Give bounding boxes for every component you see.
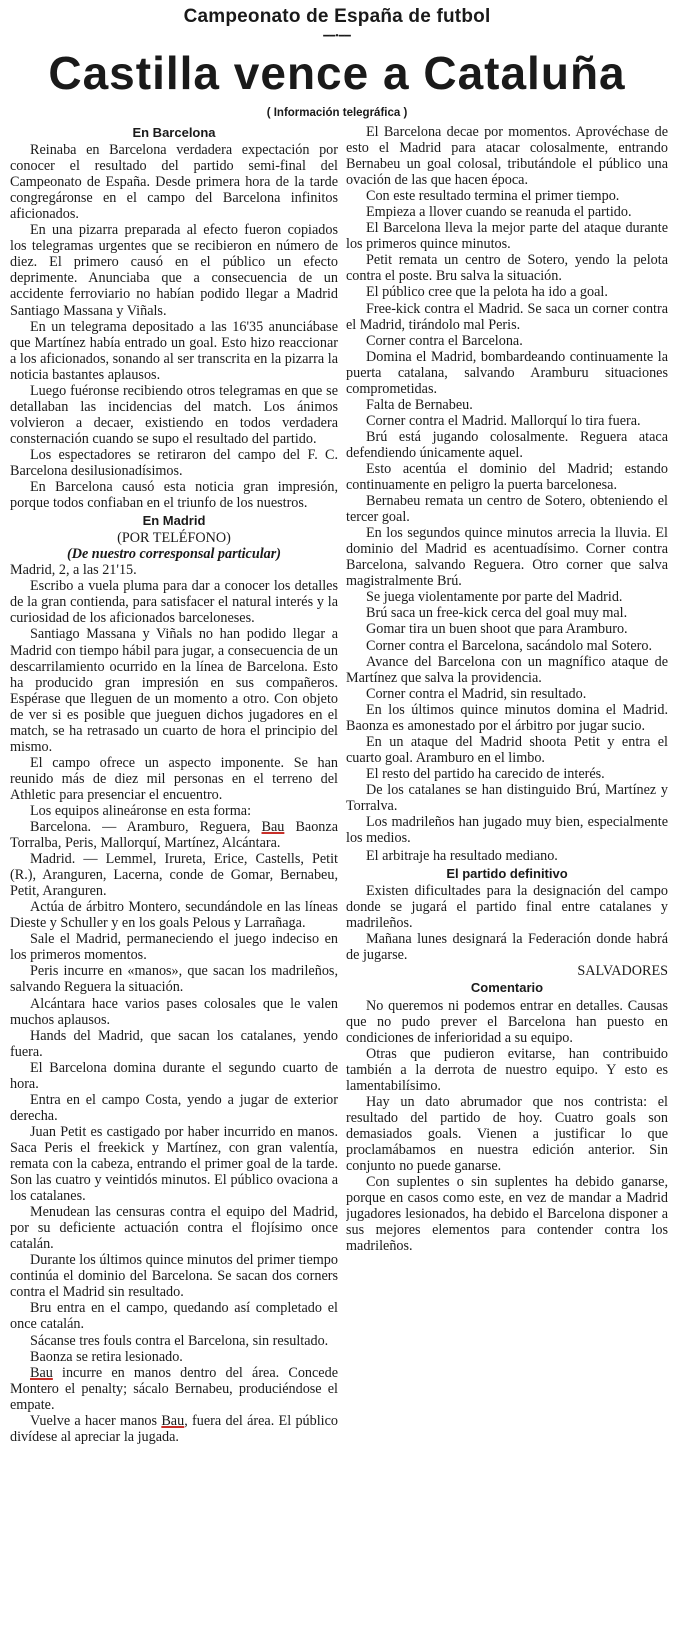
paragraph: Escribo a vuela pluma para dar a conocer los detalles de la gran contienda, para satisfacer el natural interés y la curiosidad de los aficionados barceloneses.: [10, 578, 338, 627]
paragraph: Con este resultado termina el primer tiempo.: [366, 188, 620, 205]
paragraph: Luego fuéronse recibiendo otros telegramas en que se detallaban las incidencias del match. Los ánimos volvieron a decaer, existiendo en todos verdadera consternación cuando se supo el resultado del partido.: [10, 382, 338, 447]
paragraph: El público cree que la pelota ha ido a goal.: [366, 284, 608, 301]
paragraph: No queremos ni podemos entrar en detalles. Causas que no pudo prever el Barcelona han puesto en condiciones de inferioridad a su equipo.: [346, 997, 668, 1046]
paragraph: El Barcelona domina durante el segundo cuarto de hora.: [10, 1059, 338, 1092]
paragraph: Domina el Madrid, bombardeando continuamente la puerta catalana, salvando Aramburu situaciones comprometidas.: [346, 348, 668, 397]
paragraph: Alcántara hace varios pases colosales que le valen muchos aplausos.: [10, 995, 338, 1028]
paragraph: Con suplentes o sin suplentes ha debido ganarse, porque en casos como este, en vez de mandar a Madrid jugadores lesionados, ha debido el Barcelona disponer a sus mejores elementos para contender contra los madrileños.: [346, 1174, 668, 1255]
paragraph: Los equipos alineáronse en esta forma:: [30, 802, 252, 819]
paragraph: Los espectadores se retiraron del campo del F. C. Barcelona desilusionadísimos.: [10, 446, 338, 479]
paragraph: Avance del Barcelona con un magnífico ataque de Martínez que salva la providencia.: [346, 653, 668, 686]
paragraph: Actúa de árbitro Montero, secundándole en las líneas Dieste y Schuller y en los goals Pelous y Larrañaga.: [10, 899, 338, 932]
paragraph: Reinaba en Barcelona verdadera expectación por conocer el resultado del partido semi-final del Campeonato de España. Desde primera hora de la tarde congregáronse en el campo del Barcelona infinitos aficionados.: [10, 142, 338, 223]
paragraph: Petit remata un centro de Sotero, yendo la pelota contra el poste. Bru salva la situación.: [346, 252, 668, 285]
paragraph: En los segundos quince minutos arrecia la lluvia. El dominio del Madrid es acentuadísimo. Corner contra Barcelona, salvando Reguera. Otro corner que salva magistralmente Brú.: [346, 525, 668, 590]
paragraph: Entra en el campo Costa, yendo a jugar de exterior derecha.: [10, 1091, 338, 1124]
headline: Castilla vence a Cataluña: [48, 47, 626, 99]
paragraph: Corner contra el Barcelona, sacándolo mal Sotero.: [366, 637, 653, 654]
paragraph: En un ataque del Madrid shoota Petit y entra el cuarto goal. Aramburo en el limbo.: [346, 733, 668, 766]
ornament-divider: ━━•━━: [323, 31, 351, 42]
paragraph: Durante los últimos quince minutos del primer tiempo continúa el dominio del Barcelona. Se sacan dos corners contra el Madrid sin resultado.: [10, 1252, 338, 1301]
paragraph: Hands del Madrid, que sacan los catalanes, yendo fuera.: [10, 1027, 338, 1060]
section-heading-definitivo: El partido definitivo: [446, 866, 568, 882]
paragraph: Corner contra el Madrid. Mallorquí lo tira fuera.: [366, 412, 641, 429]
paragraph: Sácanse tres fouls contra el Barcelona, sin resultado.: [30, 1332, 329, 1349]
subheadline: ( Información telegráfica ): [266, 107, 408, 119]
section-heading-madrid: En Madrid: [142, 513, 206, 529]
paragraph: Gomar tira un buen shoot que para Aramburo.: [366, 621, 628, 638]
paragraph: De los catalanes se han distinguido Brú, Martínez y Torralva.: [346, 781, 668, 814]
section-heading-comentario: Comentario: [470, 980, 544, 996]
player-name-highlight: Bau: [161, 1412, 185, 1429]
paragraph: [10, 1413, 338, 1445]
dateline: Madrid, 2, a las 21'15.: [10, 562, 137, 579]
paragraph: Juan Petit es castigado por haber incurrido en manos. Saca Peris el freekick y Martínez, con gran valentía, remata con la cabeza, entrando el primer goal de la tarde. Son las cuatro y veintidós minutos. El público ovaciona a los catalanes.: [10, 1123, 338, 1205]
correspondent-note: (De nuestro corresponsal particular): [66, 546, 281, 563]
paragraph: Falta de Bernabeu.: [366, 396, 473, 413]
paragraph-text: , fuera del área. El público divídese al apreciar la jugada.: [10, 1412, 338, 1445]
paragraph: Brú está jugando colosalmente. Reguera ataca defendiendo únicamente aquel.: [346, 428, 668, 461]
section-kicker: Campeonato de España de futbol: [183, 6, 491, 27]
left-column: [10, 124, 338, 1644]
paragraph: [10, 1365, 338, 1413]
paragraph: Brú saca un free-kick cerca del goal muy mal.: [366, 605, 628, 622]
section-heading-barcelona: En Barcelona: [132, 125, 216, 140]
paragraph: Menudean las censuras contra el equipo del Madrid, por su deficiente actuación contra el flojísimo once catalán.: [10, 1204, 338, 1253]
lineup-madrid: Madrid. — Lemmel, Irureta, Erice, Castells, Petit (R.), Aranguren, Lacerna, conde de Gomar, Bernabeu, Petit, Aranguren.: [10, 851, 338, 900]
paragraph: Corner contra el Madrid, sin resultado.: [366, 685, 587, 702]
paragraph: El Barcelona decae por momentos. Aprovéchase de esto el Madrid para atacar colosalmente, entrando Bernabeu un goal colosal, tributándole el público una ovación de las que hacen época.: [346, 124, 668, 189]
paragraph: El Barcelona lleva la mejor parte del ataque durante los primeros quince minutos.: [346, 220, 668, 253]
paragraph: Peris incurre en «manos», que sacan los madrileños, salvando Reguera la situación.: [10, 963, 338, 996]
paragraph-text: incurre en manos dentro del área. Concede Montero el penalty; sácalo Bernabeu, produciéndose el empate.: [10, 1364, 338, 1413]
paragraph: Corner contra el Barcelona.: [366, 332, 523, 349]
paragraph: Se juega violentamente por parte del Madrid.: [366, 589, 623, 606]
paragraph: Bernabeu remata un centro de Sotero, obteniendo el tercer goal.: [346, 493, 668, 526]
paragraph: El campo ofrece un aspecto imponente. Se han reunido más de diez mil personas en el terreno del Athletic para presenciar el encuentro.: [10, 754, 338, 803]
paragraph: Santiago Massana y Viñals no han podido llegar a Madrid con tiempo hábil para jugar, a consecuencia de un descarrilamiento ocurrido en la línea de Barcelona. Esto ha producido gran impresión en sus compañeros. Espérase que lleguen de un momento a otro. Con objeto de ver si es posible que jueguen dichos jugadores en el match, se ha retrasado un cuarto de hora el principio del mismo.: [10, 626, 338, 755]
paragraph: Baonza se retira lesionado.: [30, 1348, 183, 1365]
paragraph: En los últimos quince minutos domina el Madrid. Baonza es amonestado por el árbitro por jugar sucio.: [346, 701, 668, 734]
paragraph: Mañana lunes designará la Federación donde habrá de jugarse.: [346, 931, 668, 964]
paragraph: El arbitraje ha resultado mediano.: [366, 848, 558, 865]
paragraph: En Barcelona causó esta noticia gran impresión, porque todos confiaban en el triunfo de los nuestros.: [10, 479, 338, 512]
player-name-highlight: Bau: [30, 1364, 53, 1381]
paragraph: Existen dificultades para la designación del campo donde se jugará el partido final entre catalanes y madrileños.: [346, 883, 668, 932]
paragraph: Empieza a llover cuando se reanuda el partido.: [366, 204, 632, 221]
paragraph: En una pizarra preparada al efecto fueron copiados los telegramas urgentes que se recibieron en número de diez. El primero causó en el público un efecto deprimente. Anunciaba que a consecuencia de un accidente ferroviario no habían podido llegar a Madrid Santiago Massana y Viñals.: [10, 222, 338, 319]
lineup-text: Baonza Torralba, Peris, Mallorquí, Martínez, Alcántara.: [10, 819, 338, 852]
paragraph: Sale el Madrid, permaneciendo el juego indeciso en los primeros momentos.: [10, 931, 338, 964]
author-signature: SALVADORES: [577, 963, 668, 980]
paragraph: En un telegrama depositado a las 16'35 anunciábase que Martínez había entrado un goal. Esto hizo reaccionar a los aficionados, sonando al ser transcrita en la pizarra la noticia bastantes aplausos.: [10, 318, 338, 383]
player-name-highlight: Bau: [261, 819, 285, 836]
lineup-barcelona: [10, 819, 338, 851]
paragraph: Hay un dato abrumador que nos contrista: el resultado del partido de hoy. Cuatro goals son demasiados goals. Vienen a justificar lo que proclamábamos en nuestra edición anterior. Sin conjunto no puede ganarse.: [346, 1093, 668, 1174]
paragraph: Free-kick contra el Madrid. Se saca un corner contra el Madrid, tirándolo mal Peris.: [346, 300, 668, 333]
paragraph: El resto del partido ha carecido de interés.: [366, 765, 605, 782]
lineup-text: Barcelona. — Aramburo, Reguera,: [30, 819, 262, 836]
paragraph: Los madrileños han jugado muy bien, especialmente los medios.: [346, 814, 668, 847]
paragraph: Otras que pudieron evitarse, han contribuido también a la derrota de nuestro equipo. Y esto es lamentabilísimo.: [346, 1045, 668, 1094]
paragraph: Bru entra en el campo, quedando así completado el once catalán.: [10, 1300, 338, 1333]
by-telephone-note: (POR TELÉFONO): [117, 530, 231, 547]
paragraph: Esto acentúa el dominio del Madrid; estando continuamente en peligro la puerta barcelonesa.: [346, 460, 668, 494]
right-column: [346, 124, 668, 1644]
paragraph-text: Vuelve a hacer manos: [30, 1412, 162, 1429]
